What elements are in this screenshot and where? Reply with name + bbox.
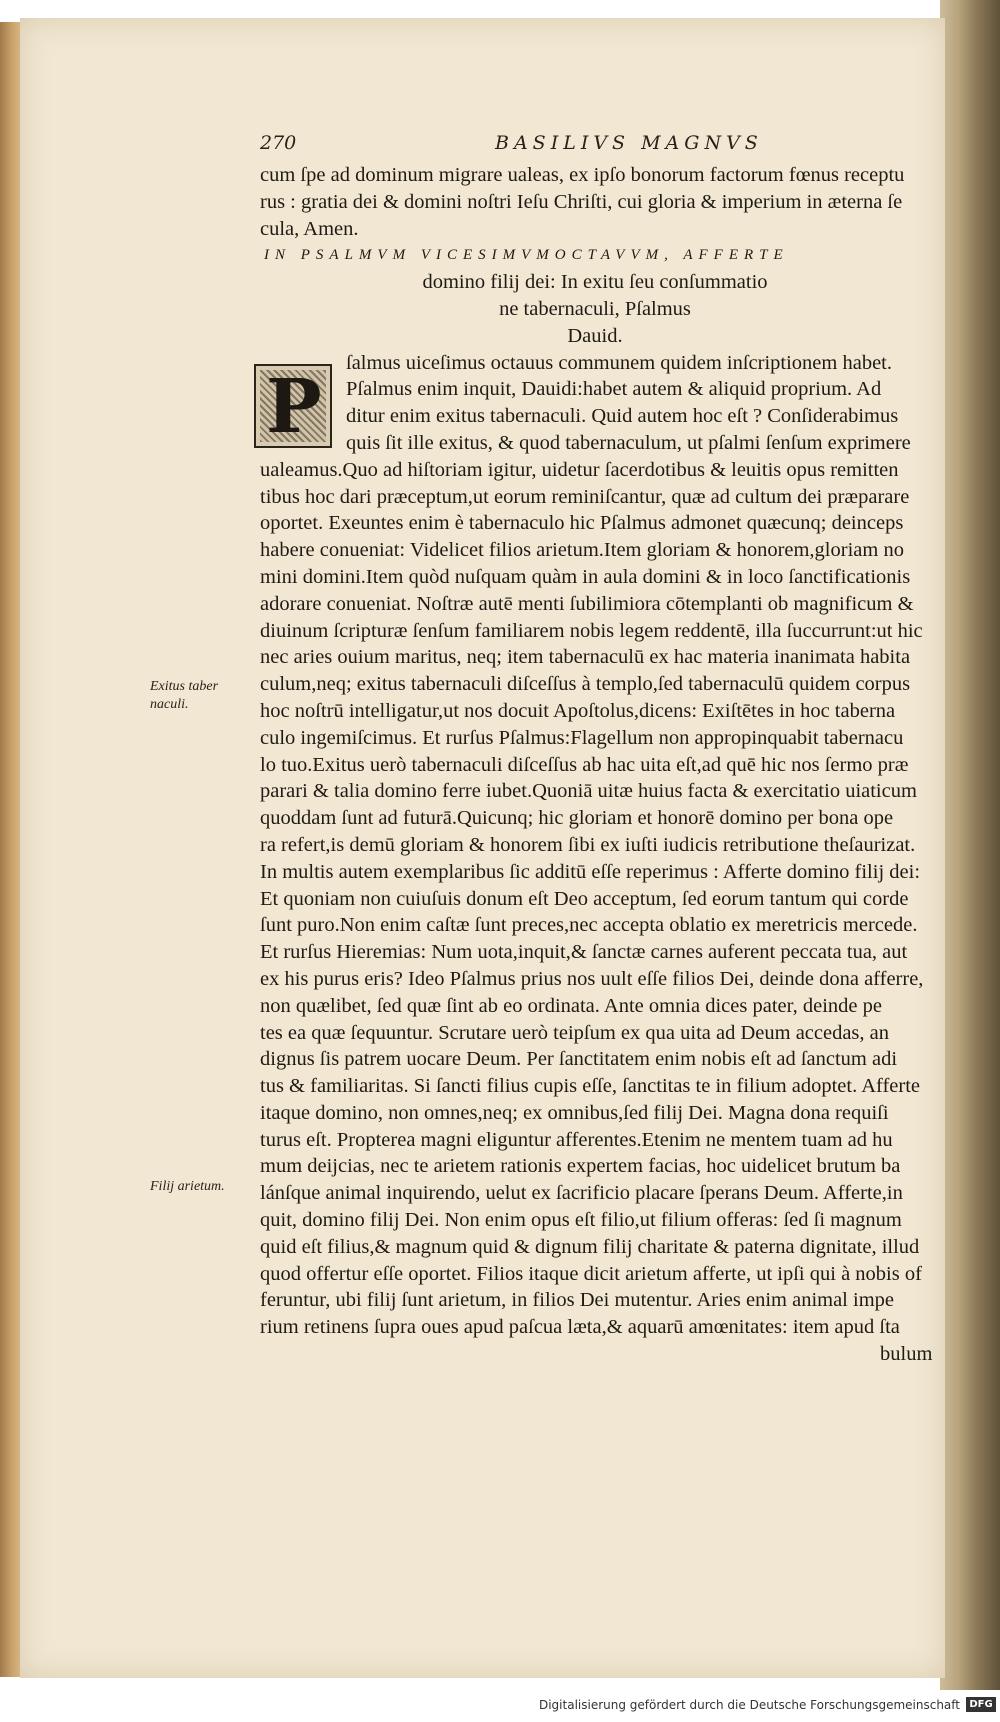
marginal-note-line: Filij arietum. [150, 1179, 225, 1194]
text-line: ditur enim exitus tabernaculi. Quid autem hoc eſt ? Conſiderabimus [346, 405, 899, 428]
psalm-heading-line: IN PSALMVM VICESIMVMOCTAVVM, AFFERTE [264, 247, 789, 264]
text-line: quid eſt filius,& magnum quid & dignum filij charitate & paterna dignitate, illud [260, 1235, 920, 1258]
text-line: adorare conueniat. Noſtræ autē menti ſubilimiora cōtemplanti ob magnificum & [260, 592, 914, 615]
text-line: mini domini.Item quòd nuſquam quàm in aula domini & in loco ſanctificationis [260, 565, 911, 588]
text-line: ſunt puro.Non enim caſtæ ſunt preces,nec accepta oblatio ex meretricis mercede. [260, 914, 918, 937]
marginal-note [150, 678, 218, 714]
running-head [260, 132, 780, 158]
psalm-heading-line: domino filij dei: In exitu ſeu conſummatio [422, 271, 768, 294]
marginal-note-line: naculi. [150, 697, 189, 712]
text-line: itaque domino, non omnes,neq; ex omnibus,ſed filij Dei. Magna dona requiſi [260, 1101, 889, 1124]
main-text [260, 162, 960, 1368]
text-line: ra refert,is demū gloriam & honorem ſibi ex iuſti iudicis retributione theſaurizat. [260, 833, 916, 856]
text-line: lo tuo.Exitus uerò tabernaculi diſceſſus ab hac uita eſt,ad quē hic nos ſermo præ [260, 753, 909, 776]
text-line: ſalmus uiceſimus octauus communem quidem inſcriptionem habet. [346, 351, 892, 374]
funding-credit: Digitalisierung gefördert durch die Deutsche Forschungsgemeinschaft [538, 1698, 960, 1712]
text-line: feruntur, ubi filij ſunt arietum, in filios Dei mutentur. Aries enim animal impe [260, 1289, 894, 1312]
text-line: culum,neq; exitus tabernaculi diſceſſus à templo,ſed tabernaculū quidem corpus [260, 673, 911, 696]
text-line: cum ſpe ad dominum migrare ualeas, ex ipſo bonorum factorum fœnus receptu [260, 164, 905, 186]
text-line: Et rurſus Hieremias: Num uota,inquit,& ſanctæ carnes auferent peccata tua, aut [260, 941, 908, 964]
psalm-heading-line: Dauid. [567, 324, 623, 347]
footer [0, 1690, 1000, 1722]
text-line: quod offertur eſſe oportet. Filios itaque dicit arietum afferte, ut ipſi qui à nobis of [260, 1262, 922, 1285]
text-line: parari & talia domino ferre iubet.Quoniā uitæ huius facta & exercitatio uiaticum [260, 780, 917, 803]
text-line: cula, Amen. [260, 217, 359, 240]
marginal-note [150, 1178, 225, 1196]
text-line: culo ingemiſcimus. Et rurſus Pſalmus:Flagellum non appropinquabit tabernacu [260, 726, 904, 749]
text-line: tes ea quæ ſequuntur. Scrutare uerò teipſum ex qua uita ad Deum accedas, an [260, 1021, 890, 1044]
text-line: turus eſt. Propterea magni eliguntur afferentes.Etenim ne mentem tuam ad hu [260, 1128, 893, 1151]
text-line: habere conueniat: Videlicet filios arietum.Item gloriam & honorem,gloriam no [260, 539, 904, 562]
initial-letter: P [266, 364, 322, 450]
text-line: Et quoniam non cuiuſuis donum eſt Deo acceptum, ſed eorum tantum qui corde [260, 887, 909, 910]
running-head-title: BASILIVS MAGNVS [495, 132, 763, 154]
text-line: quis ſit ille exitus, & quod tabernaculum, ut pſalmi ſenſum exprimere [346, 431, 911, 454]
decorated-initial [254, 364, 332, 448]
text-line: Pſalmus enim inquit, Dauidi:habet autem & aliquid proprium. Ad [346, 378, 882, 401]
text-line: rus : gratia dei & domini noſtri Ieſu Chriſti, cui gloria & imperium in æterna ſe [260, 190, 903, 213]
marginal-note-line: Exitus taber [150, 679, 219, 694]
psalm-heading-line: ne tabernaculi, Pſalmus [499, 297, 691, 320]
catchword: bulum [880, 1343, 933, 1366]
text-line: In multis autem exemplaribus ſic additū eſſe reperimus : Afferte domino filij dei: [260, 860, 921, 883]
dfg-logo: DFG [966, 1697, 996, 1712]
text-line: diuinum ſcripturæ ſenſum familiarem nobis legem reddentē, illa ſuccurrunt:ut hic [260, 619, 923, 642]
text-line: tibus hoc dari præceptum,ut eorum reminiſcantur, quæ ad cultum dei præparare [260, 485, 910, 508]
text-line: non quælibet, ſed quæ ſint ab eo ordinata. Ante omnia dices pater, deinde pe [260, 994, 882, 1017]
text-line: ualeamus.Quo ad hiſtoriam igitur, uidetur ſacerdotibus & leuitis opus remitten [260, 458, 899, 481]
text-line: nec aries ouium maritus, neq; item tabernaculū ex hac materia inanimata habita [260, 646, 911, 669]
text-line: mum deijcias, nec te arietem rationis expertem facias, hoc uidelicet brutum ba [260, 1155, 901, 1178]
text-line: quoddam ſunt ad futurā.Quicunq; hic gloriam et honorē domino per bona ope [260, 807, 894, 830]
text-line: ex his purus eris? Ideo Pſalmus prius nos uult eſſe filios Dei, deinde dona afferre, [260, 967, 924, 990]
text-line: tus & familiaritas. Si ſancti filius cupis eſſe, ſanctitas te in filium adoptet. Afferte [260, 1075, 921, 1098]
text-line: hoc noſtrū intelligatur,ut nos docuit Apoſtolus,dicens: Exiſtētes in hoc taberna [260, 699, 896, 722]
text-line: lánſque animal inquirendo, uelut ex ſacrificio placare ſperans Deum. Afferte,in [260, 1182, 903, 1205]
text-line: oportet. Exeuntes enim è tabernaculo hic Pſalmus admonet quæcunq; deinceps [260, 512, 904, 535]
page-number: 270 [260, 132, 297, 154]
text-line: dignus ſis patrem uocare Deum. Per ſanctitatem enim nobis eſt ad ſanctum adi [260, 1048, 898, 1071]
text-line: rium retinens ſupra oues apud paſcua læta,& aquarū amœnitates: item apud ſta [260, 1316, 900, 1339]
book-edge-left [0, 22, 22, 1677]
text-line: quit, domino filij Dei. Non enim opus eſt filio,ut filium offeras: ſed ſi magnum [260, 1209, 902, 1232]
body-lines [260, 350, 960, 1341]
